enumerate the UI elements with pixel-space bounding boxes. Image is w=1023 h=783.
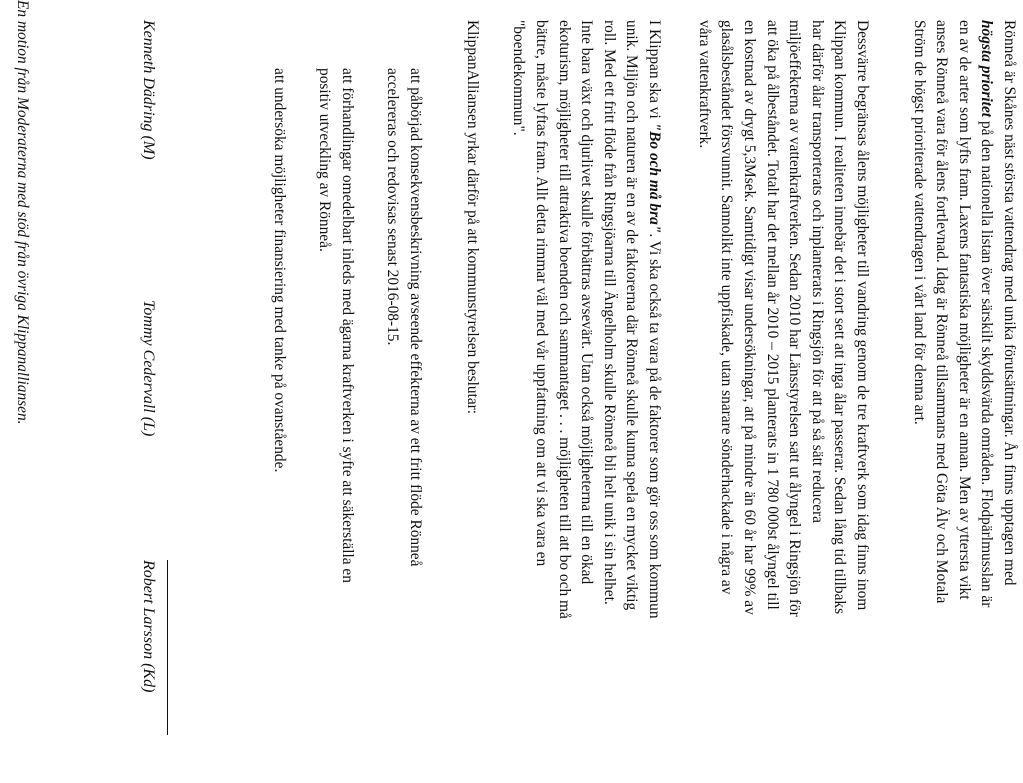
text-line: Ström de högst prioriterade vattendragen i vårt land för denna art. — [910, 20, 928, 425]
text-line — [975, 20, 998, 765]
text-line: att förhandlingar omedelbart inleds med ägarna kraftverken i syfte att säkerställa en — [339, 68, 356, 583]
text-line: accelereras och redovisas senast 2016-08-15. — [384, 68, 402, 346]
resolution-point-1 — [381, 68, 426, 768]
footer-note: En motion från Moderaterna med stöd från övriga Klippanalliansen. — [14, 0, 31, 425]
text-line: att påbörjad konsekvensbeskrivning avseende effekterna av ett fritt flöde Rönneå — [407, 68, 424, 567]
text-line: har därför ålar transporterats och inplanterats i Ringsjön för att på så sätt reducera — [808, 20, 826, 523]
paragraph-bo-och-ma-bra — [507, 20, 665, 765]
text-line: Rönneå är Skånes näst största vattendrag med unika förutsättningar. Ån finns upptagen med — [1001, 20, 1018, 586]
emphasis-text: högsta prioritet — [978, 20, 996, 118]
text-line-rest: på den nationella listan över särskilt skyddsvärda områden. Flodpärlmusslan är — [978, 120, 996, 608]
signature-name: Tommy Cedervall (L) — [140, 300, 157, 437]
text-line: att öka på ålbeståndet. Totalt har det mellan år 2010 – 2015 planterats in 1 780 000st ålyngel till — [763, 20, 781, 610]
resolution-point-2 — [313, 68, 358, 768]
text-line: "boendekommun". — [510, 20, 528, 136]
text-line: Klippan kommun. I realiteten innebär det i stort sett att inga ålar passerar. Sedan lång tid tillbaks — [831, 20, 849, 615]
text-line: en kostnad av drygt 5,3Msek. Samtidigt visar undersökningar, att på mindre än 60 år har 99% av — [741, 20, 759, 615]
resolution-intro — [460, 20, 483, 765]
text-line: positiv utveckling av Rönneå. — [316, 68, 334, 252]
paragraph-eel-migration — [692, 20, 873, 765]
emphasis-text: "Bo och må bra" — [646, 122, 663, 234]
text-line: bättre, måste lyftas fram. Allt detta rimmar väl med vår uppfattning om att vi ska vara en — [533, 20, 551, 567]
text-line: anses Rönneå vara för ålens fortlevnad. Idag är Rönneå tillsammans med Göta Älv och Motala — [933, 20, 951, 604]
text-line: KlippanAlliansen yrkar därför på att kommunstyrelsen beslutar: — [464, 20, 481, 415]
signature-name: Kenneth Dädring (M) — [140, 20, 157, 160]
signature-name: Robert Larsson (Kd) — [140, 560, 157, 693]
text-line: unik. Miljön och naturen är en av de faktorerna där Rönneå skulle kunna spela en mycket viktig — [623, 20, 641, 611]
signature-line — [167, 560, 168, 735]
text-line-rest: . Vi ska också ta vara på de faktorer som gör oss som kommun — [646, 233, 663, 619]
text-line: glasålsbeståndet försvunnit. Sannolikt inte uppfiskade, utan snarare sönderhackade i några av — [718, 20, 736, 595]
text-line: en av de arter som lyfts fram. Laxens fantastiska möjligheter är en annan. Men av yttersta vikt — [955, 20, 973, 600]
text-line: ekoturism, möjligheter till attraktiva boenden och sammantaget . . . möjligheten till att bo och må — [555, 20, 573, 619]
text-line: att undersöka möjligheter finansiering med tanke på ovanstående. — [271, 68, 288, 473]
text-line: miljöeffekterna av vattenkraftverken. Sedan 2010 har Länsstyrelsen satt ut ålyngel i Ringsjön för — [786, 20, 804, 617]
text-line: Dessvärre begränsas ålens möjligheter till vandring genom de tre kraftverk som idag finns inom — [854, 20, 871, 611]
text-line: Inte bara växt och djurlivet skulle förbättras avsevärt. Utan också möjligheterna till en ökad — [578, 20, 596, 585]
text-line: våra vattenkraftverk. — [695, 20, 713, 149]
text-line — [642, 20, 665, 765]
resolution-point-3 — [267, 68, 290, 768]
text-line-start: I Klippan ska vi — [646, 20, 663, 119]
text-line: roll. Med ett fritt flöde från Ringsjöarna till Ängelholm skulle Rönneå bli helt unik i sin helhet. — [600, 20, 618, 605]
paragraph-intro — [907, 20, 1020, 765]
